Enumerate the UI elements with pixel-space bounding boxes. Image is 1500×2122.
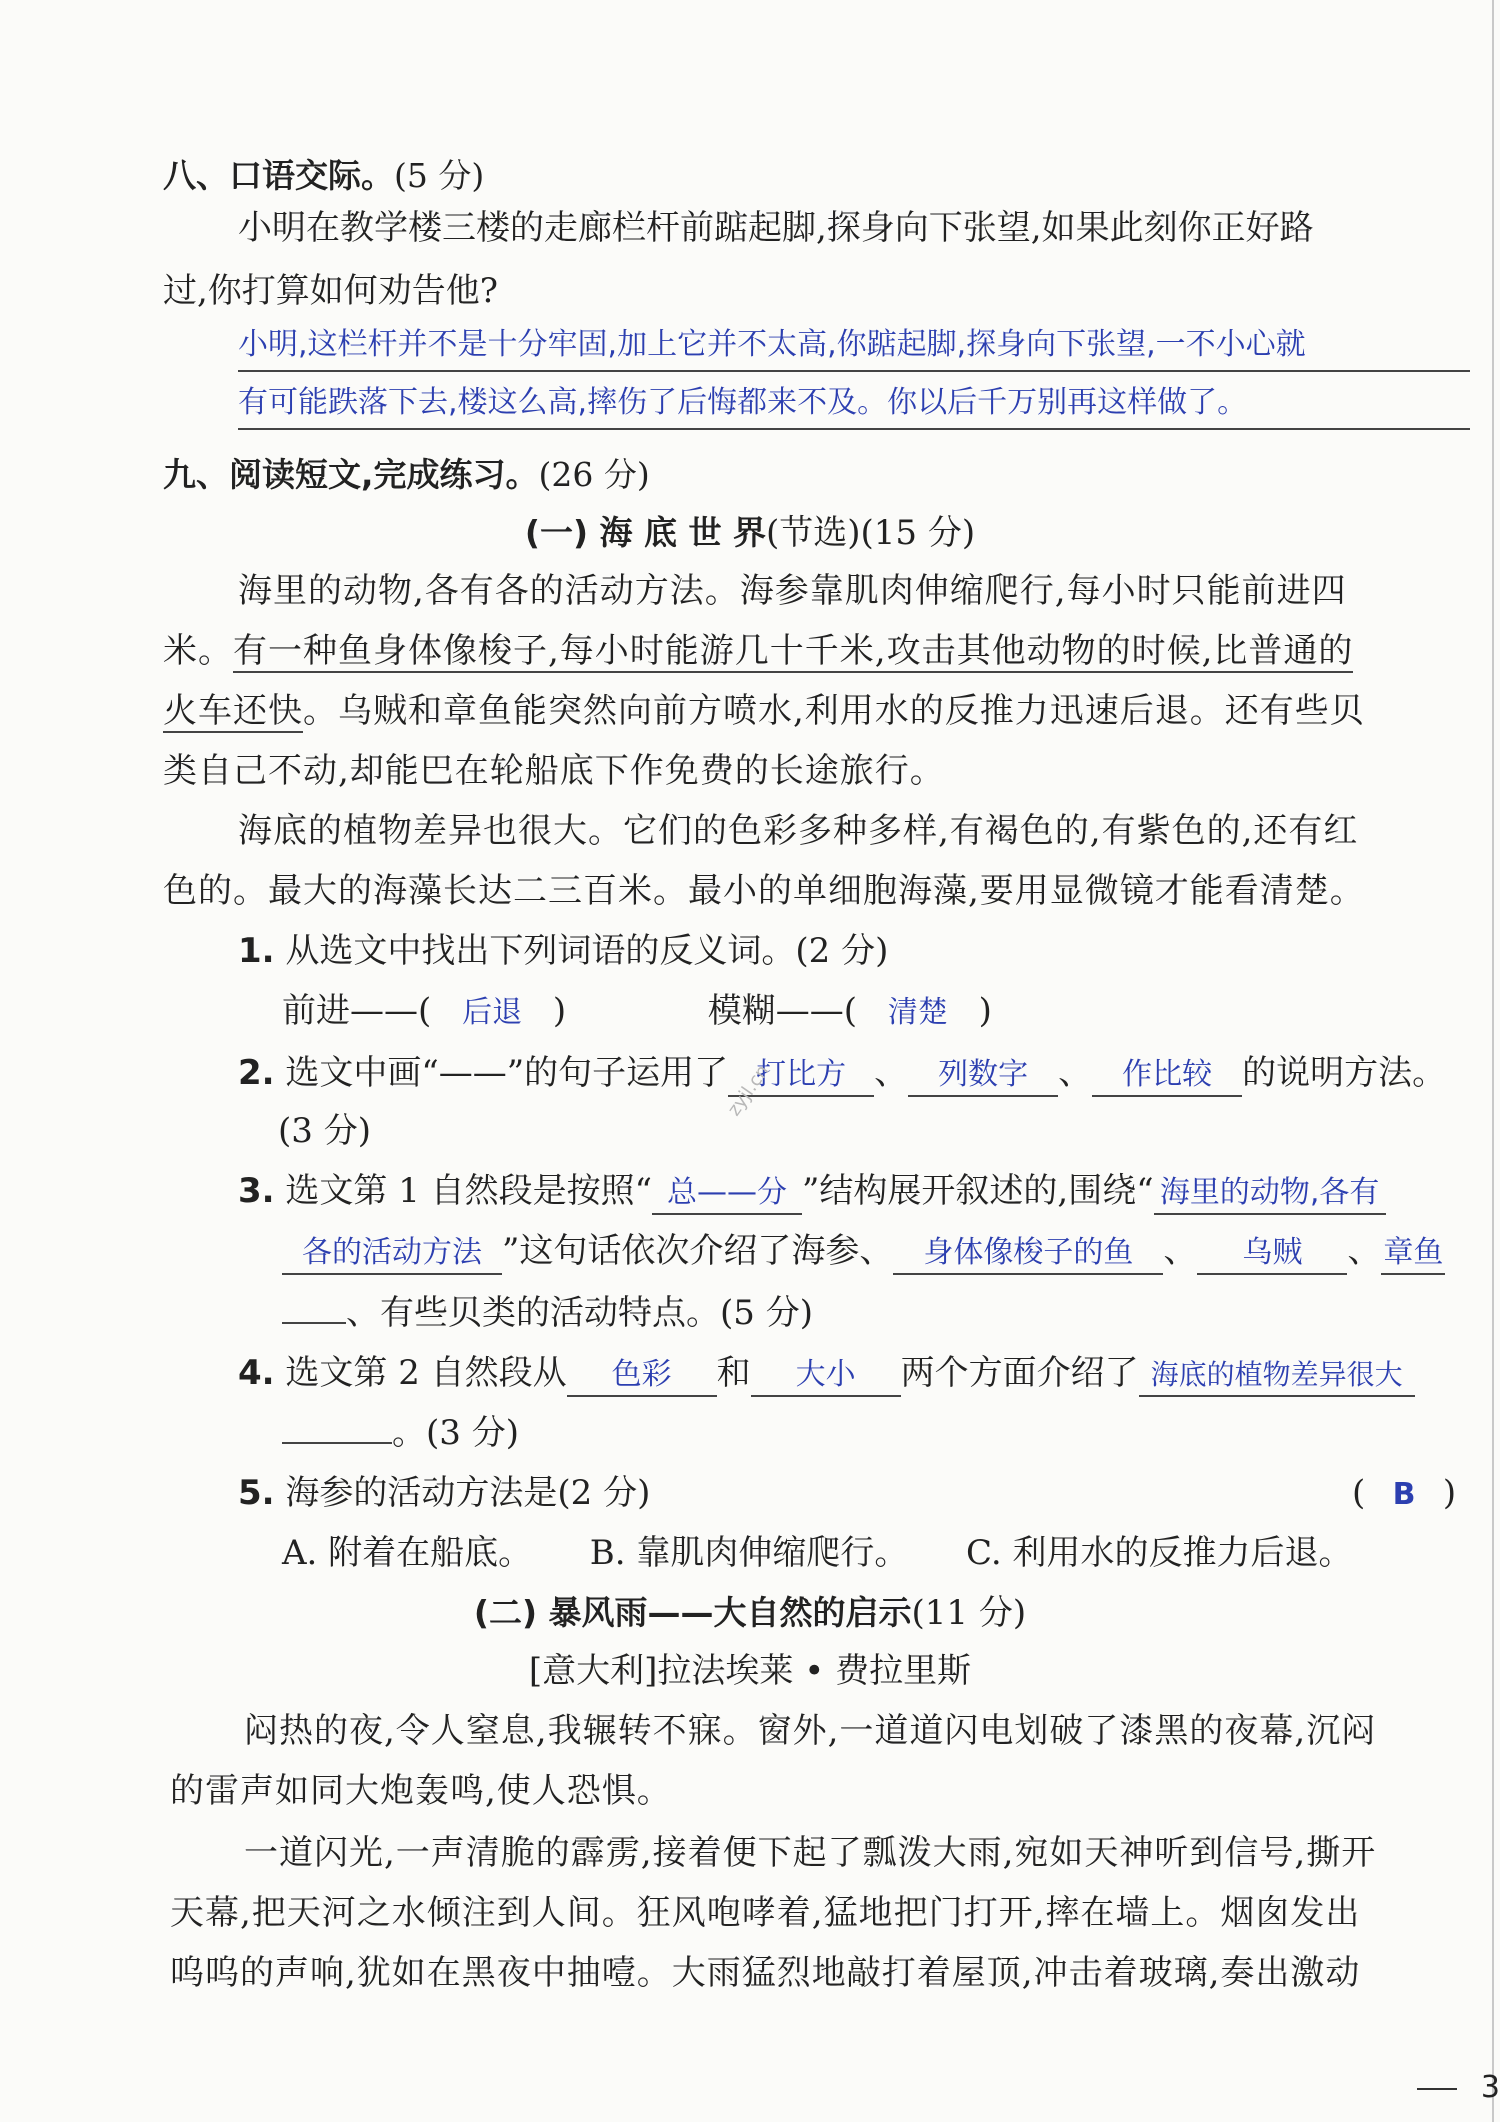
section-8-score: (5 分) bbox=[394, 156, 485, 195]
antonym-1-answer: 后退 bbox=[462, 995, 523, 1030]
page-edge-rule bbox=[1492, 0, 1494, 2122]
section-8-answer-line-2: 有可能跌落下去,楼这么高,摔伤了后悔都来不及。你以后千万别再这样做了。 bbox=[238, 385, 1248, 420]
question-4-blank-1: 色彩 bbox=[567, 1355, 717, 1397]
answer-rule-2 bbox=[238, 428, 1470, 430]
passage-2-line-2: 的雷声如同大炮轰鸣,使人恐惧。 bbox=[170, 1771, 672, 1811]
question-5-answer: B bbox=[1392, 1477, 1416, 1512]
question-3-text-2: ”结构展开叙述的,围绕“ bbox=[802, 1171, 1154, 1211]
section-8-answer-line-1: 小明,这栏杆并不是十分牢固,加上它并不太高,你踮起脚,探身向下张望,一不小心就 bbox=[238, 327, 1306, 362]
question-5-paren-close: ) bbox=[1442, 1473, 1457, 1513]
page-footer bbox=[1417, 2070, 1500, 2105]
antonym-2-word: 模糊——( bbox=[707, 991, 858, 1031]
question-3-blank-2a: 海里的动物,各有 bbox=[1154, 1173, 1386, 1215]
antonym-1-word: 前进——( bbox=[282, 991, 432, 1031]
question-1 bbox=[238, 928, 888, 974]
watermark: zyjl.cn bbox=[723, 1061, 774, 1120]
antonym-2-answer: 清楚 bbox=[887, 995, 948, 1030]
passage-1-subtitle: (节选)(15 分) bbox=[765, 513, 976, 553]
question-3-text-4: 、有些贝类的活动特点。(5 分) bbox=[346, 1293, 813, 1333]
question-3-blank-4: 乌贼 bbox=[1197, 1233, 1347, 1275]
question-5-answer-box bbox=[1352, 1470, 1456, 1518]
passage-1-line-6: 色的。最大的海藻长达二三百米。最小的单细胞海藻,要用显微镜才能看清楚。 bbox=[163, 871, 1365, 911]
passage-1-line-4: 类自己不动,却能巴在轮船底下作免费的长途旅行。 bbox=[163, 751, 945, 791]
question-2-number: 2. bbox=[238, 1053, 275, 1093]
passage-1-line-2 bbox=[163, 628, 1353, 674]
answer-rule-1 bbox=[238, 370, 1470, 372]
question-2-sep-2: 、 bbox=[1058, 1053, 1093, 1093]
question-4-blank-2: 大小 bbox=[751, 1355, 901, 1397]
section-8-question-line-1: 小明在教学楼三楼的走廊栏杆前踮起脚,探身向下张望,如果此刻你正好路 bbox=[238, 208, 1314, 248]
question-5-number: 5. bbox=[238, 1473, 275, 1513]
question-2-blank-2: 列数字 bbox=[908, 1055, 1058, 1097]
question-2 bbox=[238, 1050, 1446, 1097]
question-4-text-4: 。(3 分) bbox=[392, 1413, 519, 1453]
passage-1-title: (一) 海 底 世 界 bbox=[524, 513, 766, 552]
section-8-heading bbox=[163, 153, 484, 199]
passage-2-line-3: 一道闪光,一声清脆的霹雳,接着便下起了瓢泼大雨,宛如天神听到信号,撕开 bbox=[244, 1833, 1377, 1873]
question-1-text: 从选文中找出下列词语的反义词。(2 分) bbox=[285, 931, 889, 971]
underlined-sentence-part-2: 火车还快 bbox=[163, 691, 303, 731]
passage-1-line-3-rest: 。乌贼和章鱼能突然向前方喷水,利用水的反推力迅速后退。还有些贝 bbox=[303, 691, 1365, 731]
question-4-line-1 bbox=[238, 1350, 1415, 1397]
passage-2-line-4: 天幕,把天河之水倾注到人间。狂风咆哮着,猛地把门打开,摔在墙上。烟囱发出 bbox=[170, 1893, 1361, 1933]
passage-1-heading bbox=[0, 510, 1500, 556]
question-1-number: 1. bbox=[238, 931, 275, 971]
question-2-text-2: 的说明方法。 bbox=[1242, 1053, 1447, 1093]
question-1-answers bbox=[282, 988, 992, 1036]
passage-2-title: (二) 暴风雨——大自然的启示 bbox=[473, 1593, 912, 1632]
question-2-sep-1: 、 bbox=[874, 1053, 909, 1093]
footer-dash bbox=[1417, 2088, 1457, 2090]
section-8-question-line-2: 过,你打算如何劝告他? bbox=[163, 271, 499, 311]
question-3-blank-3: 身体像梭子的鱼 bbox=[893, 1233, 1163, 1275]
passage-1-line-3 bbox=[163, 688, 1365, 734]
question-3-blank-5a: 章鱼 bbox=[1381, 1233, 1445, 1275]
passage-2-line-1: 闷热的夜,令人窒息,我辗转不寐。窗外,一道道闪电划破了漆黑的夜幕,沉闷 bbox=[244, 1711, 1377, 1751]
question-3-blank-2b: 各的活动方法 bbox=[282, 1233, 502, 1275]
section-8-title: 八、口语交际。 bbox=[163, 156, 394, 195]
question-4-line-2 bbox=[282, 1410, 519, 1456]
section-9-score: (26 分) bbox=[538, 455, 650, 494]
question-2-text-1: 选文中画“——”的句子运用了 bbox=[285, 1053, 729, 1093]
question-5-text: 海参的活动方法是(2 分) bbox=[285, 1473, 651, 1513]
question-4-text-1: 选文第 2 自然段从 bbox=[285, 1353, 567, 1393]
question-4-text-2: 和 bbox=[716, 1353, 751, 1393]
question-3-text-3: ”这句话依次介绍了海参、 bbox=[502, 1231, 894, 1271]
question-5 bbox=[238, 1470, 650, 1516]
antonym-1-close: ) bbox=[552, 991, 567, 1031]
question-3-blank-1: 总——分 bbox=[652, 1173, 802, 1215]
passage-2-score: (11 分) bbox=[911, 1593, 1027, 1633]
antonym-2-close: ) bbox=[978, 991, 992, 1031]
option-b: B. 靠肌肉伸缩爬行。 bbox=[589, 1533, 909, 1573]
underlined-sentence-part-1: 有一种鱼身体像梭子,每小时能游几十千米,攻击其他动物的时候,比普通的 bbox=[233, 631, 1354, 671]
question-4-blank-3b bbox=[282, 1442, 392, 1444]
question-2-blank-1: 打比方 bbox=[728, 1055, 874, 1097]
passage-1-line-5: 海底的植物差异也很大。它们的色彩多种多样,有褐色的,有紫色的,还有红 bbox=[238, 811, 1359, 851]
question-2-blank-3: 作比较 bbox=[1092, 1055, 1242, 1097]
question-5-options bbox=[282, 1530, 1352, 1576]
question-3-line-3 bbox=[282, 1290, 813, 1336]
option-c: C. 利用水的反推力后退。 bbox=[966, 1533, 1353, 1573]
question-3-sep-1: 、 bbox=[1163, 1231, 1198, 1271]
passage-2-author: [意大利]拉法埃莱 • 费拉里斯 bbox=[528, 1651, 972, 1691]
page-number: 3 bbox=[1480, 2070, 1500, 2105]
question-3-sep-2: 、 bbox=[1347, 1231, 1382, 1271]
section-9-heading bbox=[163, 452, 650, 498]
question-3-text-1: 选文第 1 自然段是按照“ bbox=[285, 1171, 653, 1211]
passage-2-heading bbox=[0, 1590, 1500, 1636]
passage-1-line-1: 海里的动物,各有各的活动方法。海参靠肌肉伸缩爬行,每小时只能前进四 bbox=[238, 571, 1347, 611]
section-9-title: 九、阅读短文,完成练习。 bbox=[163, 455, 539, 494]
passage-2-line-5: 呜呜的声响,犹如在黑夜中抽噎。大雨猛烈地敲打着屋顶,冲击着玻璃,奏出激动 bbox=[170, 1953, 1361, 1993]
question-3-number: 3. bbox=[238, 1171, 275, 1211]
question-4-blank-3a: 海底的植物差异很大 bbox=[1139, 1355, 1415, 1397]
question-4-number: 4. bbox=[238, 1353, 275, 1393]
question-2-score: (3 分) bbox=[278, 1111, 371, 1151]
question-4-text-3: 两个方面介绍了 bbox=[900, 1353, 1139, 1393]
passage-1-line-2-start: 米。 bbox=[163, 631, 233, 671]
question-5-paren-open: ( bbox=[1352, 1473, 1366, 1513]
question-3-line-1 bbox=[238, 1168, 1386, 1215]
question-3-blank-5b bbox=[282, 1322, 346, 1324]
question-3-line-2 bbox=[282, 1228, 1445, 1275]
option-a: A. 附着在船底。 bbox=[282, 1533, 533, 1573]
